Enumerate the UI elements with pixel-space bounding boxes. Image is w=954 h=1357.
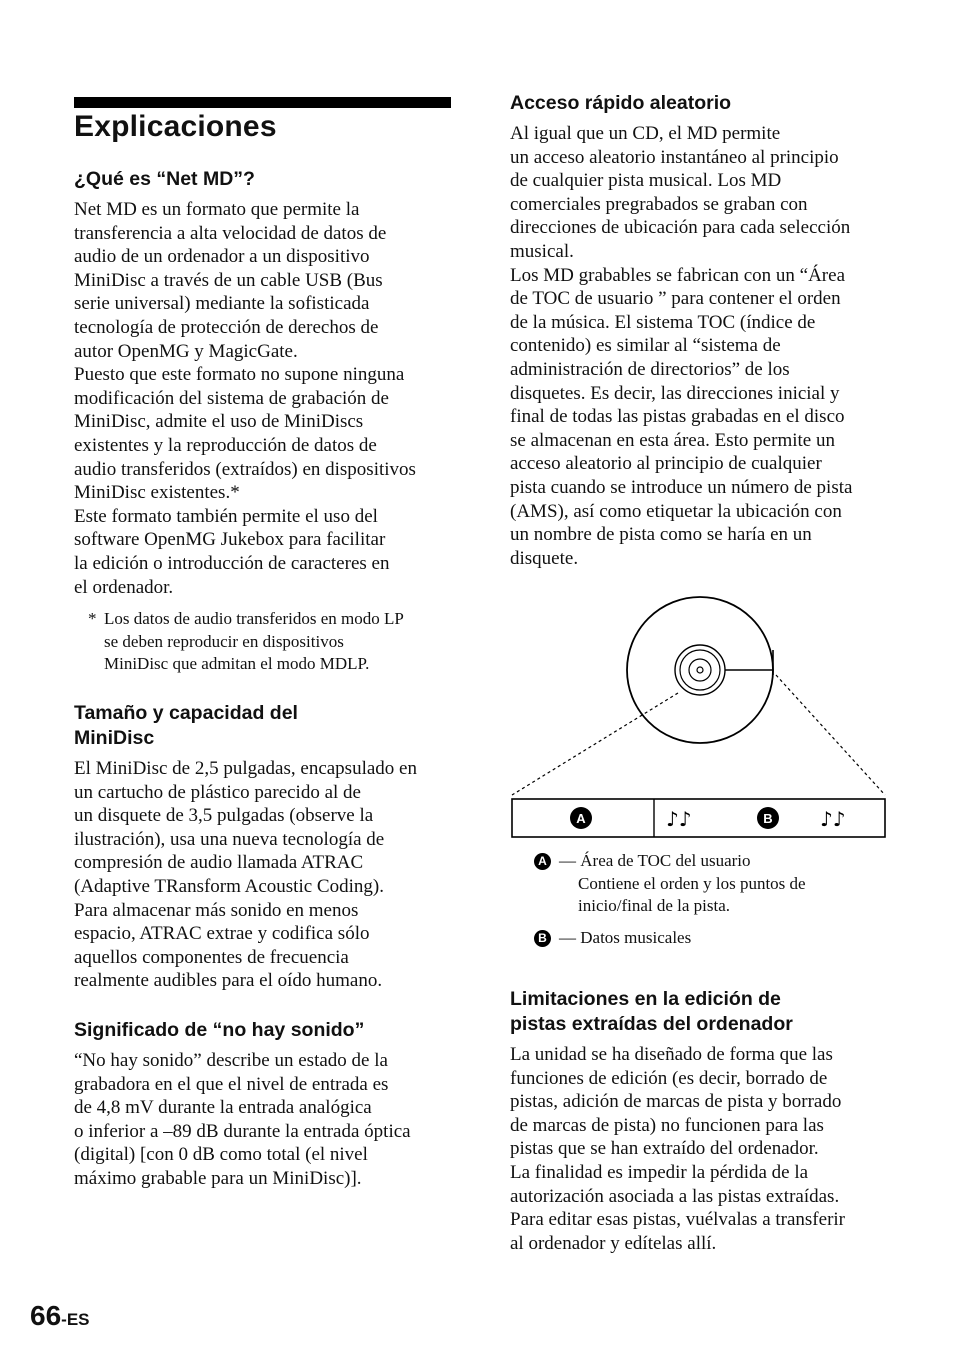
page-number-suffix: -ES: [61, 1310, 90, 1329]
footnote-text: Los datos de audio transferidos en modo LP se deben reproducir en dispositivos MiniDisc que admitan el modo MDLP.: [104, 609, 404, 673]
music-notes-icon: ♪♪: [666, 807, 692, 831]
page-title: Explicaciones: [74, 110, 277, 143]
section-heading: Significado de “no hay sonido”: [74, 1019, 365, 1041]
disc-center: [697, 667, 703, 673]
section-heading: Tamaño y capacidad del MiniDisc: [74, 702, 298, 749]
section-heading: Limitaciones en la edición de pistas extraídas del ordenador: [510, 988, 793, 1035]
badge-b-label: B: [763, 811, 773, 826]
disc-ring-outer: [675, 645, 725, 695]
section-body: El MiniDisc de 2,5 pulgadas, encapsulado en un cartucho de plástico parecido al de un disquete de 3,5 pulgadas (observe la ilustración), usa una nueva tecnología de compresión de audio llamada ATRAC (Adaptive TRansform Acoustic Coding). Para almacenar más sonido en menos espacio, ATRAC extrae y codifica sólo aquellos componentes de frecuencia realmente audibles para el oído humano.: [74, 758, 417, 992]
section-body: “No hay sonido” describe un estado de la grabadora en el que el nivel de entrada es de 4,8 mV durante la entrada analógica o inferior a –89 dB durante la entrada óptica (digital) [con 0 dB como total (el nivel máximo grabable para un MiniDisc)].: [74, 1050, 411, 1189]
disc-hub: [689, 659, 711, 681]
section-random-access: [510, 91, 890, 570]
projection-line-right: [776, 675, 885, 795]
section-minidisc-size: [74, 701, 454, 993]
disc-ring-middle: [680, 650, 720, 690]
page-number-value: 66: [30, 1300, 62, 1331]
section-body: Al igual que un CD, el MD permite un acceso aleatorio instantáneo al principio de cualquier pista musical. Los MD comerciales pregrabados se graban con direcciones de ubicación para cada selección musical. Los MD grabables se fabrican con un “Área de TOC de usuario ” para contener el orden de la música. El sistema TOC (índice de contenido) es similar al “sistema de administración de directorios” de los disquetes. Es decir, las direcciones inicial y final de todas las pistas grabadas en el disco se almacenan en esta área. Esto permite un acceso aleatorio al principio de cualquier pista cuando se introduce un número de pista (AMS), así como etiquetar la ubicación con un nombre de pista como se haría en un disquete.: [510, 123, 853, 569]
badge-a-label: A: [576, 811, 586, 826]
music-notes-icon: ♪♪: [820, 807, 846, 831]
legend-a-description: Contiene el orden y los puntos de inicio/final de la pista.: [578, 873, 806, 915]
section-net-md: [74, 167, 454, 599]
legend-b: [534, 927, 691, 950]
footnote: [88, 608, 453, 676]
section-heading: ¿Qué es “Net MD”?: [74, 168, 255, 190]
legend-a: [534, 850, 806, 918]
projection-line-left: [512, 693, 678, 795]
disc-diagram-svg: [510, 595, 888, 840]
title-rule: [74, 97, 451, 108]
section-no-sound: [74, 1018, 454, 1191]
badge-b-icon: B: [534, 930, 551, 947]
section-heading: Acceso rápido aleatorio: [510, 92, 732, 114]
section-body: Net MD es un formato que permite la transferencia a alta velocidad de datos de audio de un ordenador a un dispositivo MiniDisc a través de un cable USB (Bus serie universal) mediante la sofisticada tecnología de protección de derechos de autor OpenMG y MagicGate. Puesto que este formato no supone ninguna modificación del sistema de grabación de MiniDisc, admite el uso de MiniDiscs existentes y la reproducción de datos de audio transferidos (extraídos) en dispositivos MiniDisc existentes.* Este formato también permite el uso del software OpenMG Jukebox para facilitar la edición o introducción de caracteres en el ordenador.: [74, 199, 416, 598]
disc-diagram: [510, 595, 888, 840]
page-number: [30, 1300, 90, 1332]
footnote-mark: *: [88, 609, 97, 628]
legend-b-title: — Datos musicales: [559, 928, 692, 947]
section-body: La unidad se ha diseñado de forma que las funciones de edición (es decir, borrado de pistas, adición de marcas de pista y borrado de marcas de pista) no funcionen para las pistas que se han extraído del ordenador. La finalidad es impedir la pérdida de la autorización asociada a las pistas extraídas. Para editar esas pistas, vuélvalas a transferir al ordenador y edítelas allí.: [510, 1044, 846, 1254]
badge-a-icon: A: [534, 853, 551, 870]
legend-a-title: — Área de TOC del usuario: [559, 851, 751, 870]
section-editing-limitations: [510, 987, 890, 1255]
